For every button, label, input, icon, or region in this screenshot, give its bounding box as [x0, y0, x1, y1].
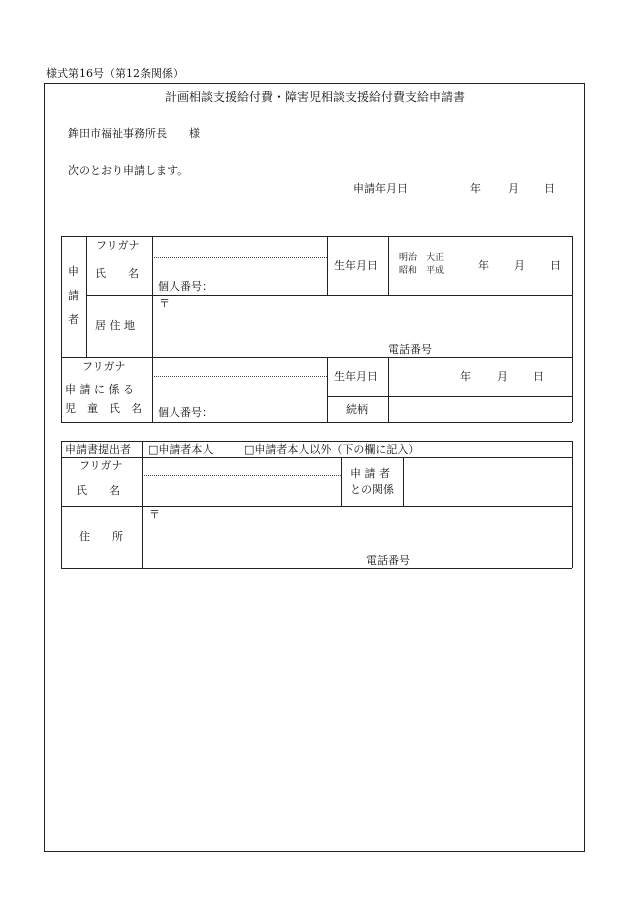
intro-text: 次のとおり申請します。 [68, 164, 189, 177]
submitter-postal-mark: 〒 [149, 508, 160, 521]
applicant-birth-day: 日 [550, 259, 561, 272]
submitter-name-label: 氏 名 [76, 484, 120, 497]
application-day-label: 日 [544, 182, 555, 195]
child-birth-label: 生年月日 [334, 370, 378, 383]
submitter-label: 申請書提出者 [65, 443, 131, 456]
submitter-relation-label-1: 申 請 者 [350, 467, 390, 480]
applicant-eras-top: 明治 大正 [399, 253, 445, 263]
applicant-name-field[interactable] [153, 258, 326, 278]
child-birth-year: 年 [460, 370, 471, 383]
child-furigana-field[interactable] [153, 358, 326, 375]
child-personal-number-label: 個人番号： [158, 406, 213, 419]
applicant-label-char-3: 者 [68, 313, 79, 326]
child-birth-month: 月 [497, 370, 508, 383]
applicant-phone-label: 電話番号 [388, 343, 432, 356]
applicant-birth-year: 年 [478, 259, 489, 272]
submitter-address-label: 住 所 [79, 530, 123, 543]
submitter-name-field[interactable] [143, 476, 340, 505]
applicant-address-label: 居 住 地 [95, 319, 135, 332]
form-number: 様式第16号（第12条関係） [46, 67, 184, 80]
applicant-name-label: 氏 名 [95, 267, 139, 280]
child-name-label-1: 申 請 に 係 る [65, 383, 134, 396]
child-name-label-2: 児 童 氏 名 [65, 402, 142, 415]
submitter-furigana-field[interactable] [143, 458, 340, 474]
applicant-label-char-2: 請 [68, 289, 79, 302]
child-relation-field[interactable] [389, 397, 571, 421]
applicant-birth-month: 月 [514, 259, 525, 272]
application-date-label: 申請年月日 [353, 182, 408, 195]
applicant-postal-mark: 〒 [159, 297, 170, 310]
applicant-label-char-1: 申 [68, 265, 79, 278]
submitter-relation-field[interactable] [404, 458, 571, 505]
child-name-field[interactable] [153, 377, 326, 399]
applicant-birth-label: 生年月日 [334, 259, 378, 272]
submitter-address-field[interactable] [143, 507, 571, 567]
applicant-furigana-label: フリガナ [96, 239, 140, 252]
submitter-option-other[interactable]: □申請者本人以外（下の欄に記入） [244, 443, 420, 456]
submitter-option-self[interactable]: □申請者本人 [148, 443, 214, 456]
child-furigana-label: フリガナ [82, 360, 126, 373]
applicant-address-field[interactable] [153, 296, 571, 356]
child-relation-label: 続柄 [346, 403, 368, 416]
applicant-furigana-field[interactable] [153, 237, 326, 256]
submitter-furigana-label: フリガナ [79, 459, 123, 472]
submitter-phone-label: 電話番号 [366, 554, 410, 567]
application-year-label: 年 [470, 182, 481, 195]
addressee: 鉾田市福祉事務所長 様 [68, 127, 200, 140]
applicant-personal-number-label: 個人番号： [158, 280, 213, 293]
form-title: 計画相談支援給付費・障害児相談支援給付費支給申請書 [164, 90, 465, 104]
application-month-label: 月 [508, 182, 519, 195]
child-birth-day: 日 [533, 370, 544, 383]
submitter-relation-label-2: との関係 [350, 483, 394, 496]
applicant-eras-bottom: 昭和 平成 [399, 266, 445, 276]
